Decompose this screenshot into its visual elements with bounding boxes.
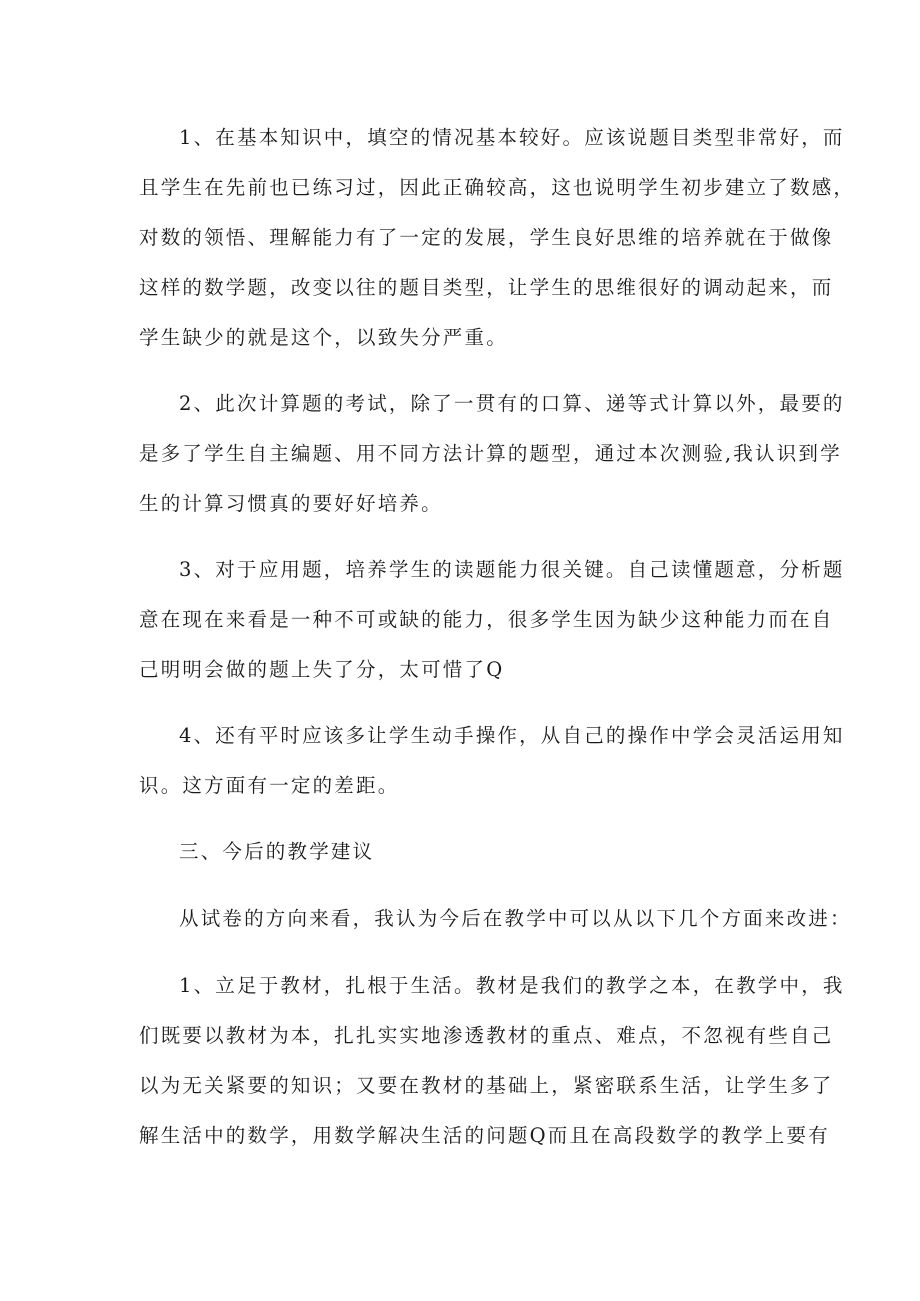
paragraph-1-line-4: 这样的数学题，改变以往的题目类型，让学生的思维很好的调动起来，而: [139, 276, 834, 299]
suggestion-1-line-2: 们既要以教材为本，扎扎实实地渗透教材的重点、难点，不忽视有些自己: [139, 1024, 834, 1047]
paragraph-1-line-3: 对数的领悟、理解能力有了一定的发展，学生良好思维的培养就在于做像: [139, 226, 834, 249]
section-heading: 三、今后的教学建议: [179, 840, 375, 863]
paragraph-3-line-3: 己明明会做的题上失了分，太可惜了Q: [139, 658, 505, 681]
paragraph-3-line-2: 意在现在来看是一种不可或缺的能力，很多学生因为缺少这种能力而在自: [139, 608, 834, 631]
paragraph-1-line-2: 且学生在先前也已练习过，因此正确较高，这也说明学生初步建立了数感，: [139, 176, 856, 199]
intro-paragraph: 从试卷的方向来看，我认为今后在教学中可以从以下几个方面来改进：: [179, 907, 852, 930]
suggestion-1-line-3: 以为无关紧要的知识；又要在教材的基础上，紧密联系生活，让学生多了: [139, 1074, 834, 1097]
paragraph-3-line-1: 3、对于应用题，培养学生的读题能力很关键。自己读懂题意，分析题: [179, 558, 845, 581]
paragraph-4-line-2: 识。这方面有一定的差距。: [139, 774, 400, 797]
paragraph-2-line-2: 是多了学生自主编题、用不同方法计算的题型，通过本次测验,我认识到学: [139, 442, 842, 465]
suggestion-1-line-1: 1、立足于教材，扎根于生活。教材是我们的教学之本，在教学中，我: [179, 974, 845, 997]
paragraph-1-line-5: 学生缺少的就是这个，以致失分严重。: [139, 326, 508, 349]
paragraph-1-line-1: 1、在基本知识中，填空的情况基本较好。应该说题目类型非常好，而: [179, 126, 845, 149]
paragraph-2-line-3: 生的计算习惯真的要好好培养。: [139, 492, 443, 515]
paragraph-2-line-1: 2、此次计算题的考试，除了一贯有的口算、递等式计算以外，最要的: [179, 392, 845, 415]
suggestion-1-line-4: 解生活中的数学，用数学解决生活的问题Q而且在高段数学的教学上要有: [139, 1124, 830, 1147]
paragraph-4-line-1: 4、还有平时应该多让学生动手操作，从自己的操作中学会灵活运用知: [179, 724, 845, 747]
